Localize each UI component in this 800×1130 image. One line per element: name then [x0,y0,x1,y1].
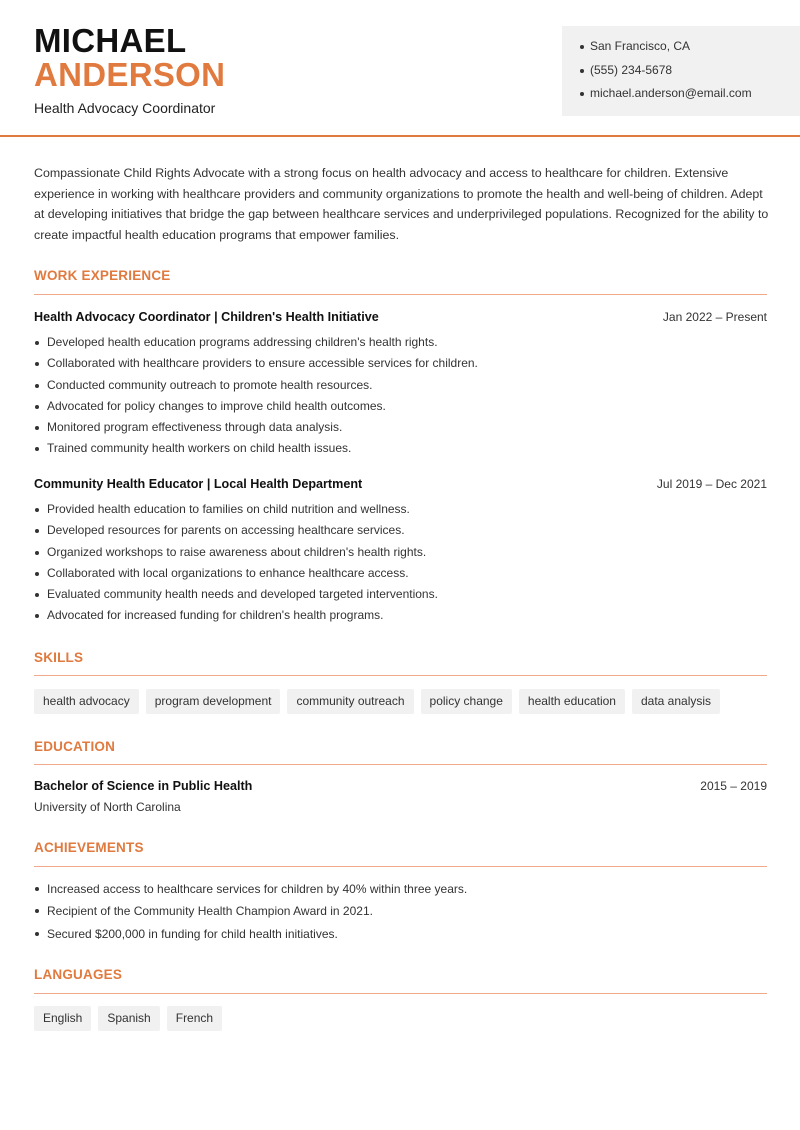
section-divider [34,675,767,676]
language-tag: French [167,1006,222,1031]
first-name: MICHAEL [34,22,187,59]
job-bullets [34,499,767,627]
job-role: Health Advocacy Coordinator | Children's Health Initiative [34,310,379,324]
section-title-education: EDUCATION [34,739,116,754]
languages-list [34,1006,222,1031]
skill-tag: program development [146,689,281,714]
skill-tag: policy change [421,689,512,714]
list-item: Secured $200,000 in funding for child health initiatives. [34,923,767,945]
skill-tag: health advocacy [34,689,139,714]
job-entry-header [34,477,767,495]
job-role: Community Health Educator | Local Health Department [34,477,363,491]
resume-header [0,0,800,137]
list-item: Collaborated with healthcare providers to ensure accessible services for children. [34,353,767,374]
contact-email: michael.anderson@email.com [580,82,800,106]
last-name: ANDERSON [34,56,226,93]
list-item: Developed resources for parents on accessing healthcare services. [34,520,767,541]
contact-box [562,26,800,116]
section-title-skills: SKILLS [34,650,84,665]
list-item: Advocated for policy changes to improve child health outcomes. [34,396,767,417]
list-item: Collaborated with local organizations to enhance healthcare access. [34,563,767,584]
job-dates: Jan 2022 – Present [662,310,767,324]
contact-location: San Francisco, CA [580,35,800,59]
section-title-achievements: ACHIEVEMENTS [34,840,144,855]
section-divider [34,866,767,867]
skills-list [34,689,720,714]
skill-tag: data analysis [632,689,720,714]
skill-tag: community outreach [287,689,413,714]
section-title-languages: LANGUAGES [34,967,123,982]
list-item: Evaluated community health needs and developed targeted interventions. [34,584,767,605]
list-item: Monitored program effectiveness through data analysis. [34,417,767,438]
language-tag: Spanish [98,1006,159,1031]
achievements-list [34,878,767,945]
list-item: Recipient of the Community Health Champion Award in 2021. [34,900,767,922]
education-dates: 2015 – 2019 [700,779,767,793]
section-divider [34,993,767,994]
education-school: University of North Carolina [34,800,181,814]
list-item: Developed health education programs addressing children's health rights. [34,332,767,353]
section-divider [34,294,767,295]
list-item: Advocated for increased funding for children's health programs. [34,605,767,626]
list-item: Increased access to healthcare services for children by 40% within three years. [34,878,767,900]
list-item: Provided health education to families on child nutrition and wellness. [34,499,767,520]
list-item: Conducted community outreach to promote health resources. [34,375,767,396]
skill-tag: health education [519,689,625,714]
section-title-work: WORK EXPERIENCE [34,268,171,283]
job-dates: Jul 2019 – Dec 2021 [656,477,767,491]
job-bullets [34,332,767,460]
section-divider [34,764,767,765]
job-entry-header [34,310,767,328]
language-tag: English [34,1006,91,1031]
list-item: Trained community health workers on child health issues. [34,438,767,459]
summary-paragraph: Compassionate Child Rights Advocate with a strong focus on health advocacy and access to healthcare for children. Extensive experience in working with healthcare providers and community organizations to promote the health and well-being of children. Adept at developing initiatives that bridge the gap between healthcare services and underprivileged populations. Recognized for the ability to create impactful health education programs that empower families. [34,166,769,243]
list-item: Organized workshops to raise awareness about children's health rights. [34,542,767,563]
contact-phone: (555) 234-5678 [580,59,800,83]
job-title: Health Advocacy Coordinator [34,100,216,116]
education-degree: Bachelor of Science in Public Health [34,779,253,793]
